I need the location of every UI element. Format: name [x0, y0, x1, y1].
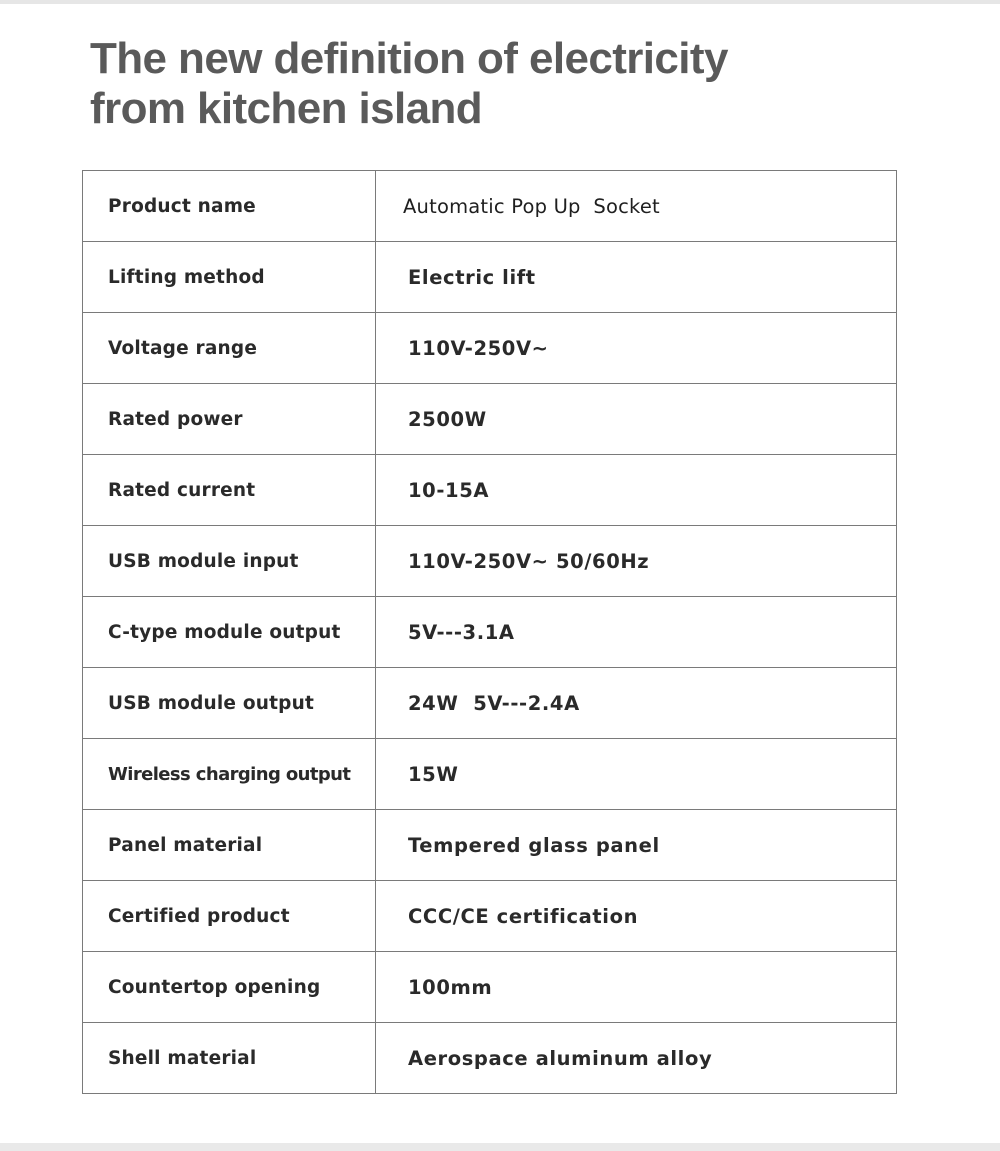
- spec-row-lifting-method: [83, 242, 897, 313]
- spec-row-usb-module-output: [83, 668, 897, 739]
- spec-row-certified-product: [83, 881, 897, 952]
- spec-value: 100mm: [376, 952, 897, 1023]
- spec-label: USB module output: [83, 668, 376, 739]
- spec-value: 24W 5V---2.4A: [376, 668, 897, 739]
- spec-row-voltage-range: [83, 313, 897, 384]
- spec-row-product-name: [83, 171, 897, 242]
- spec-value: CCC/CE certification: [376, 881, 897, 952]
- spec-label: Rated power: [83, 384, 376, 455]
- spec-row-shell-material: [83, 1023, 897, 1094]
- top-border-strip: [0, 0, 1000, 4]
- spec-row-rated-current: [83, 455, 897, 526]
- title-line-2: from kitchen island: [90, 84, 483, 133]
- spec-value: Automatic Pop Up Socket: [376, 171, 897, 242]
- spec-row-countertop-opening: [83, 952, 897, 1023]
- spec-value: 10-15A: [376, 455, 897, 526]
- spec-value: Tempered glass panel: [376, 810, 897, 881]
- spec-value: 110V-250V~: [376, 313, 897, 384]
- spec-label: Lifting method: [83, 242, 376, 313]
- spec-value: Aerospace aluminum alloy: [376, 1023, 897, 1094]
- spec-label: Rated current: [83, 455, 376, 526]
- spec-label: Voltage range: [83, 313, 376, 384]
- title-line-1: The new definition of electricity: [90, 34, 728, 83]
- spec-value: 15W: [376, 739, 897, 810]
- spec-label: Panel material: [83, 810, 376, 881]
- spec-label: C-type module output: [83, 597, 376, 668]
- spec-label: Shell material: [83, 1023, 376, 1094]
- spec-value: Electric lift: [376, 242, 897, 313]
- bottom-border-strip: [0, 1143, 1000, 1151]
- spec-row-panel-material: [83, 810, 897, 881]
- page-title: [90, 34, 910, 134]
- spec-row-wireless-charging-output: [83, 739, 897, 810]
- spec-row-c-type-module-output: [83, 597, 897, 668]
- spec-value: 5V---3.1A: [376, 597, 897, 668]
- spec-label: Wireless charging output: [83, 739, 376, 810]
- spec-value: 110V-250V~ 50/60Hz: [376, 526, 897, 597]
- spec-row-rated-power: [83, 384, 897, 455]
- spec-label: Countertop opening: [83, 952, 376, 1023]
- spec-label: Product name: [83, 171, 376, 242]
- spec-label: USB module input: [83, 526, 376, 597]
- spec-label: Certified product: [83, 881, 376, 952]
- spec-row-usb-module-input: [83, 526, 897, 597]
- spec-table: [82, 170, 897, 1094]
- spec-value: 2500W: [376, 384, 897, 455]
